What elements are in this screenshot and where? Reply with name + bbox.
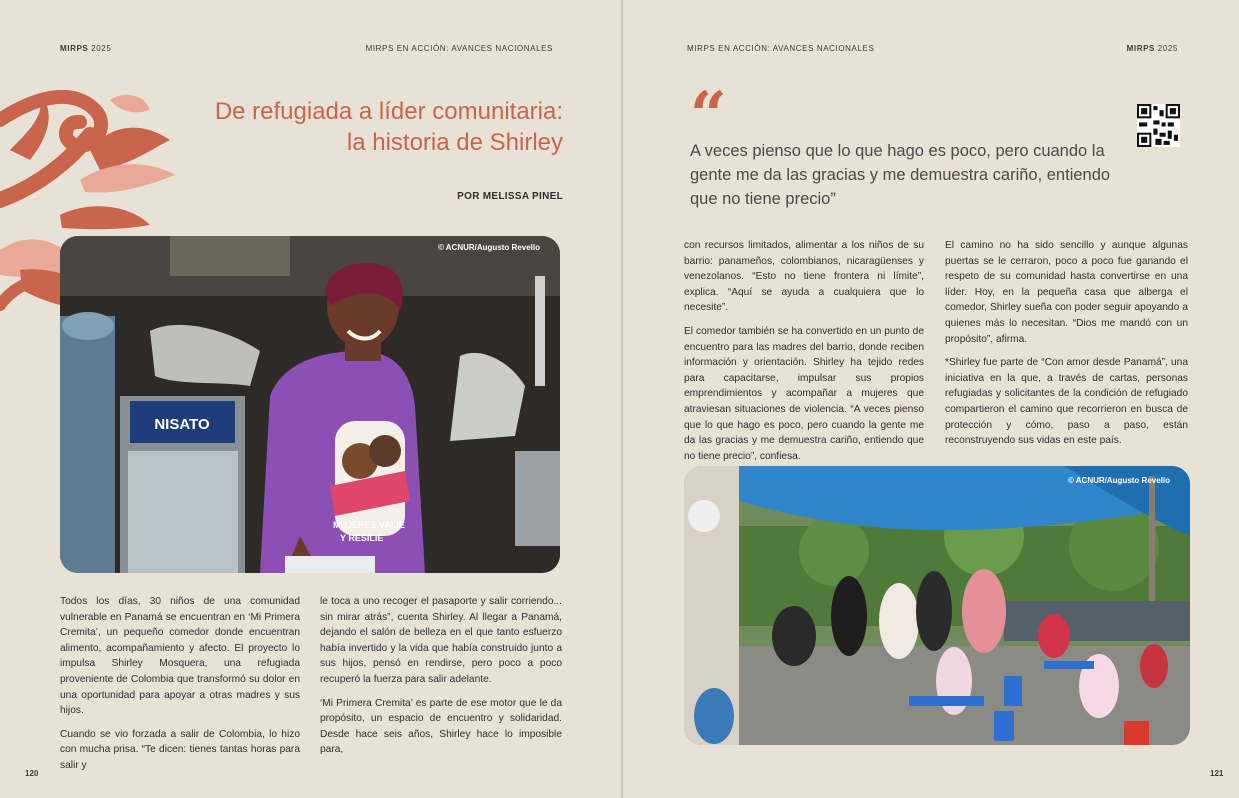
title-line1: De refugiada a líder comunitaria:	[214, 98, 563, 125]
left-column-2	[320, 594, 562, 766]
right-col1-paragraph-2: El comedor también se ha convertido en un punto de encuentro para las madres del barrio, donde reciben información y orientación. Shirley ha tejido redes para capacitarse, impulsar sus propios emprendimientos y acompañar a mujeres que atraviesan situaciones de violencia. “A veces pienso que lo que hago es poco, pero cuando la gente me da las gracias y me demuestra cariño, entiendo que no tiene precio”, confiesa.	[684, 325, 924, 462]
right-header-section: MIRPS EN ACCIÓN: AVANCES NACIONALES	[687, 44, 875, 53]
nisato-sign: NISATO	[154, 416, 210, 433]
right-photo-credit: © ACNUR/Augusto Revello	[1067, 476, 1170, 485]
shirley-photo	[60, 236, 560, 573]
community-photo	[684, 466, 1190, 745]
left-col2-paragraph-1: le toca a uno recoger el pasaporte y salir corriendo... sin mirar atrás”, cuenta Shirley. Al llegar a Panamá, dejando el salón de belleza en el que tanto esfuerzo había invertido y la vida que había construido junto a sus hijos, pensó en rendirse, pero poco a poco recuperó la fuerza para salir adelante.	[320, 596, 562, 685]
left-brand: MIRPS	[60, 44, 89, 53]
right-page-number: 121	[1210, 769, 1224, 778]
right-column-2	[945, 238, 1188, 457]
right-col1-paragraph-1: con recursos limitados, alimentar a los niños de su barrio: panameños, colombianos, nicaragüenses y venezolanos. “Esto no tiene frontera ni límite”, explica. “Aquí se ayuda a cualquiera que lo necesite”.	[684, 240, 924, 314]
left-col2-paragraph-2: ‘Mi Primera Cremita’ es parte de ese motor que le da propósito, un espacio de encuentro y solidaridad. Desde hace seis años, Shirley hace lo imposible para,	[320, 697, 562, 756]
left-header-section: MIRPS EN ACCIÓN: AVANCES NACIONALES	[365, 44, 553, 53]
shirley-photo-illustration	[60, 236, 560, 573]
left-col1-paragraph-1: Todos los días, 30 niños de una comunidad vulnerable en Panamá se encuentran en ‘Mi Primera Cremita’, un pequeño comedor donde encuentran alimento, acompañamiento y afecto. El proyecto lo impulsa Shirley Mosquera, una refugiada proveniente de Colombia que transformó su dolor en una oportunidad para apoyar a otras madres y sus hijos.	[60, 596, 300, 717]
qr-code-icon[interactable]	[1137, 104, 1180, 147]
left-year: 2025	[91, 44, 112, 53]
right-year: 2025	[1157, 44, 1178, 53]
right-col2-paragraph-2: *Shirley fue parte de “Con amor desde Panamá”, una iniciativa en la que, a través de cartas, personas refugiadas y solicitantes de la condición de refugiado compartieron el camino que recorrieron en busca de protección y cómo, paso a paso, están reconstruyendo sus vidas en este país.	[945, 357, 1188, 447]
left-header-brand	[60, 44, 111, 53]
pull-quote: A veces pienso que lo que hago es poco, pero cuando la gente me da las gracias y me demuestra cariño, entiendo que no tiene precio”	[690, 142, 1111, 208]
right-col2-paragraph-1: El camino no ha sido sencillo y aunque algunas puertas se le cerraron, poco a poco fue ganando el respeto de su comunidad hasta convertirse en una líder. Hoy, en la pequeña casa que alberga el comedor, Shirley sueña con poder seguir apoyando a quienes más lo necesitan. “Dios me mandó con un propósito”, afirma.	[945, 240, 1188, 345]
quote-mark-icon: “	[690, 78, 727, 153]
page-gutter	[621, 0, 623, 798]
left-page-number: 120	[25, 769, 39, 778]
shirt-text-1: MUJERES VALIE	[333, 520, 405, 530]
shirt-text-2: Y RESILIE	[340, 533, 384, 543]
article-title	[150, 96, 563, 158]
title-line2: la historia de Shirley	[346, 129, 563, 156]
community-photo-illustration	[684, 466, 1190, 745]
byline: POR MELISSA PINEL	[457, 191, 563, 202]
left-col1-paragraph-2: Cuando se vio forzada a salir de Colombia, lo hizo con mucha prisa. “Te dicen: tienes tantas horas para salir y	[60, 728, 300, 771]
right-column-1	[684, 238, 924, 472]
left-column-1	[60, 594, 300, 782]
right-header-brand	[1100, 44, 1178, 53]
right-brand: MIRPS	[1126, 44, 1155, 53]
left-photo-credit: © ACNUR/Augusto Revello	[437, 243, 540, 252]
